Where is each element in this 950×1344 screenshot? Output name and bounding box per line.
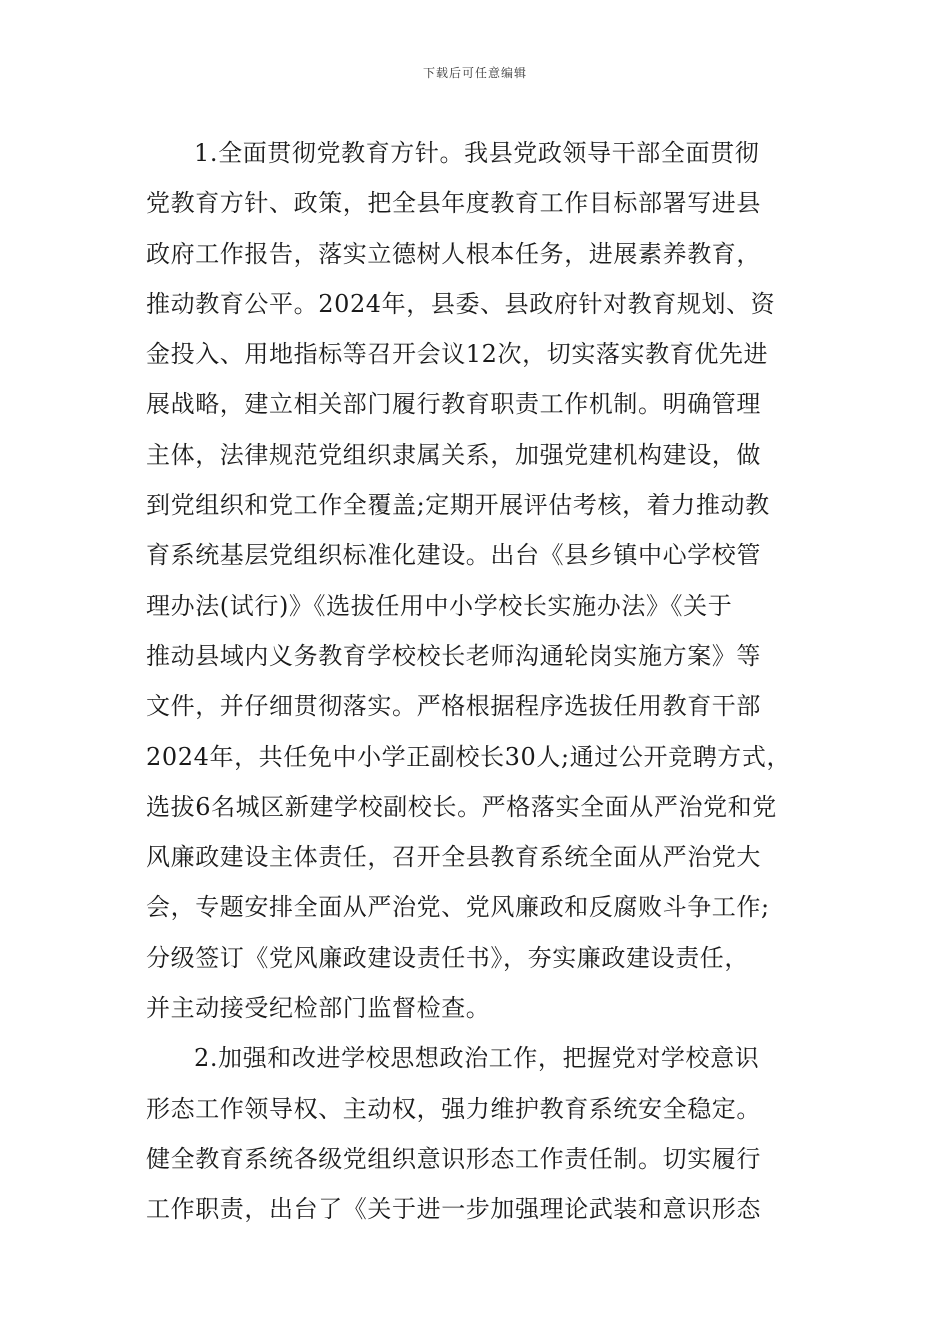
page-header: 下载后可任意编辑 — [422, 66, 527, 80]
paragraph-line: 并主动接受纪检部门监督检查。 — [146, 994, 491, 1023]
paragraph-line: 金投入、用地指标等召开会议12次，切实落实教育优先进 — [146, 340, 769, 369]
paragraph-line: 风廉政建设主体责任，召开全县教育系统全面从严治党大 — [146, 843, 761, 872]
paragraph-line: 分级签订《党风廉政建设责任书》，夯实廉政建设责任， — [146, 943, 749, 972]
paragraph-line: 推动县域内义务教育学校校长老师沟通轮岗实施方案》等 — [146, 641, 761, 670]
paragraph-line: 选拔6名城区新建学校副校长。严格落实全面从严治党和党 — [146, 792, 777, 821]
paragraph-line: 主体，法律规范党组织隶属关系，加强党建机构建设，做 — [146, 440, 761, 469]
paragraph-line: 理办法(试行)》《选拔任用中小学校长实施办法》《关于 — [146, 591, 733, 620]
paragraph-line: 展战略，建立相关部门履行教育职责工作机制。明确管理 — [146, 390, 761, 419]
paragraph-line: 形态工作领导权、主动权，强力维护教育系统安全稳定。 — [146, 1094, 761, 1123]
paragraph-line: 会，专题安排全面从严治党、党风廉政和反腐败斗争工作; — [146, 893, 770, 922]
paragraph-line: 推动教育公平。2024年，县委、县政府针对教育规划、资 — [146, 289, 776, 318]
paragraph-line: 2.加强和改进学校思想政治工作，把握党对学校意识 — [194, 1044, 760, 1073]
document-body — [146, 128, 822, 1235]
paragraph-line: 工作职责，出台了《关于进一步加强理论武装和意识形态 — [146, 1195, 761, 1224]
paragraph-line: 健全教育系统各级党组织意识形态工作责任制。切实履行 — [146, 1144, 761, 1173]
paragraph-line: 党教育方针、政策，把全县年度教育工作目标部署写进县 — [146, 189, 761, 218]
paragraph-line: 2024年，共任免中小学正副校长30人;通过公开竞聘方式， — [146, 742, 792, 771]
paragraph-line: 文件，并仔细贯彻落实。严格根据程序选拔任用教育干部 — [146, 692, 761, 721]
paragraph-line: 政府工作报告，落实立德树人根本任务，进展素养教育， — [146, 239, 761, 268]
paragraph-line: 育系统基层党组织标准化建设。出台《县乡镇中心学校管 — [146, 541, 761, 570]
paragraph-line: 到党组织和党工作全覆盖;定期开展评估考核，着力推动教 — [146, 491, 770, 520]
paragraph-line: 1.全面贯彻党教育方针。我县党政领导干部全面贯彻 — [194, 139, 760, 167]
